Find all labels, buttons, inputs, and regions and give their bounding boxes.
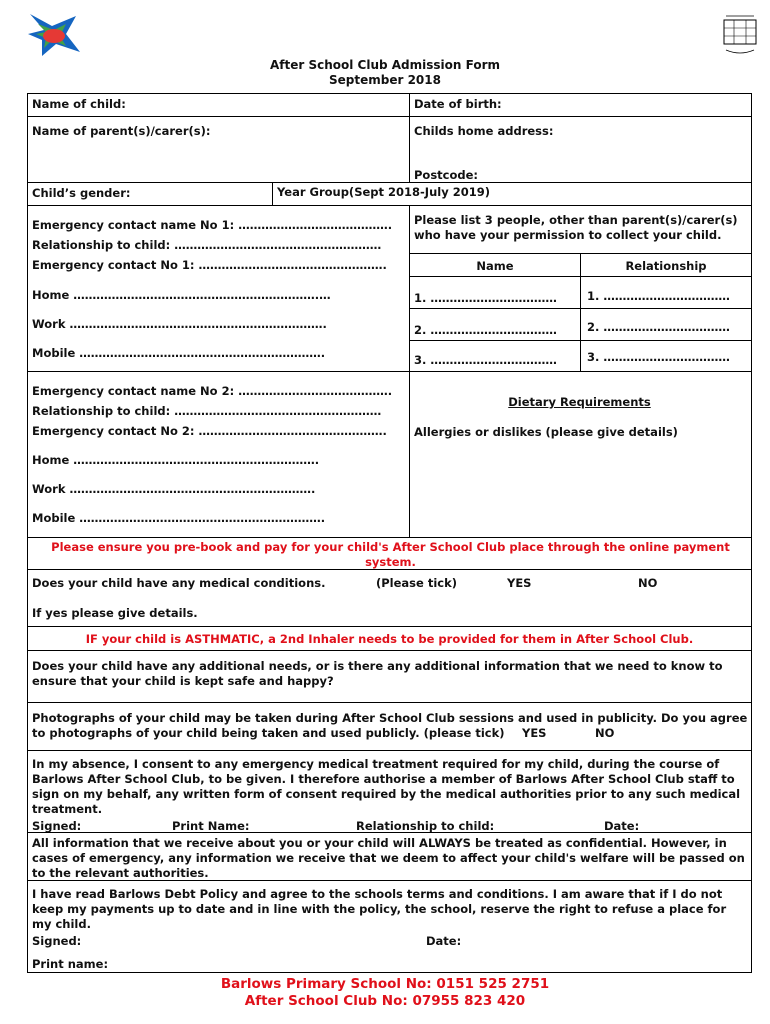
debt-date-label[interactable]: Date: bbox=[426, 934, 462, 948]
debt-print-name-label[interactable]: Print name: bbox=[32, 957, 109, 971]
medical-conditions-section bbox=[27, 569, 752, 627]
debt-signed-label[interactable]: Signed: bbox=[32, 934, 82, 948]
emergency-contact-1-name: Emergency contact name No 1: …………………………………. bbox=[32, 218, 393, 232]
emergency-contact-2-section bbox=[27, 371, 410, 538]
asthma-notice bbox=[27, 626, 752, 651]
collector-1-relationship: 1. …………………………… bbox=[587, 289, 730, 303]
medical-no-option[interactable]: NO bbox=[638, 576, 658, 590]
medical-consent-text: In my absence, I consent to any emergency medical treatment required for my child, during the course of Barlows After School Club, to be given. I therefore authorise a member of Barlows After School Club staff to sign on my behalf, any written form of consent required by the medical authorities prior to any such medical treatment. bbox=[32, 757, 741, 816]
collectors-col-name-label: Name bbox=[476, 259, 514, 273]
child-gender-label: Child’s gender: bbox=[32, 186, 131, 200]
dietary-requirements-section[interactable] bbox=[409, 371, 752, 538]
emergency-contact-2-name: Emergency contact name No 2: …………………………………. bbox=[32, 384, 393, 398]
collectors-intro bbox=[409, 205, 752, 254]
prebook-notice-text: Please ensure you pre-book and pay for your child's After School Club place through the online payment system. bbox=[51, 540, 730, 569]
collector-3-name: 3. …………………………… bbox=[414, 353, 557, 367]
medical-tick-label: (Please tick) bbox=[376, 576, 457, 590]
name-of-child-field[interactable] bbox=[27, 93, 410, 117]
confidentiality-text: All information that we receive about you or your child will ALWAYS be treated as confidential. However, in cases of emergency, any information we receive that we deem to affect your child's welfare will be passed on to the relevant authorities. bbox=[32, 836, 745, 880]
collector-1-name: 1. …………………………… bbox=[414, 291, 557, 305]
emergency-contact-1-work: Work …………………………………………………………. bbox=[32, 317, 327, 331]
photographs-no-option[interactable]: NO bbox=[595, 726, 615, 740]
emergency-contact-2-relationship: Relationship to child: ……………………………………………… bbox=[32, 404, 382, 418]
postcode-label: Postcode: bbox=[414, 168, 479, 182]
collectors-intro-text: Please list 3 people, other than parent(s)/carer(s) who have your permission to collect your child. bbox=[414, 213, 738, 242]
emergency-contact-2-home: Home ………………………………………………………. bbox=[32, 453, 320, 467]
medical-conditions-question: Does your child have any medical conditions. bbox=[32, 576, 326, 590]
parents-name-field[interactable] bbox=[27, 116, 410, 183]
asthma-notice-text: IF your child is ASTHMATIC, a 2nd Inhaler needs to be provided for them in After School Club. bbox=[85, 632, 694, 646]
medical-details-label: If yes please give details. bbox=[32, 606, 198, 620]
child-gender-field[interactable] bbox=[27, 182, 273, 206]
emergency-contact-2-mobile: Mobile ………………………………………………………. bbox=[32, 511, 326, 525]
emergency-contact-1-home: Home ……………………………………………………….… bbox=[32, 288, 331, 302]
club-phone: After School Club No: 07955 823 420 bbox=[244, 993, 526, 1009]
date-of-birth-label: Date of birth: bbox=[414, 97, 502, 111]
collectors-col-relationship bbox=[580, 253, 752, 277]
additional-needs-text: Does your child have any additional needs, or is there any additional information that we need to know to ensure that your child is kept safe and happy? bbox=[32, 659, 723, 688]
photographs-text: Photographs of your child may be taken during After School Club sessions and used in publicity. Do you agree to photographs of your child being taken and used publicly. (please tick) bbox=[32, 711, 748, 740]
prebook-notice bbox=[27, 537, 752, 570]
form-title bbox=[0, 58, 770, 88]
collector-1-relationship-field[interactable] bbox=[580, 276, 752, 309]
debt-policy-text: I have read Barlows Debt Policy and agree to the schools terms and conditions. I am aware that if I do not keep my payments up to date and in line with the policy, the school, reserve the right to refuse a place for my child. bbox=[32, 887, 727, 931]
collector-3-relationship: 3. …………………………… bbox=[587, 350, 730, 364]
collector-3-relationship-field[interactable] bbox=[580, 340, 752, 372]
photographs-consent-section bbox=[27, 702, 752, 751]
photographs-yes-option[interactable]: YES bbox=[522, 726, 547, 740]
school-club-star-logo bbox=[26, 12, 82, 58]
consent-relationship-label[interactable]: Relationship to child: bbox=[356, 819, 495, 833]
collector-3-name-field[interactable] bbox=[409, 340, 581, 372]
admission-form bbox=[27, 93, 752, 973]
name-of-child-label: Name of child: bbox=[32, 97, 126, 111]
collectors-col-relationship-label: Relationship bbox=[625, 259, 707, 273]
medical-consent-section bbox=[27, 750, 752, 833]
form-title-line1: After School Club Admission Form bbox=[269, 58, 501, 72]
consent-date-label[interactable]: Date: bbox=[604, 819, 640, 833]
collectors-col-name bbox=[409, 253, 581, 277]
collector-1-name-field[interactable] bbox=[409, 276, 581, 309]
collector-2-name: 2. …………………………… bbox=[414, 323, 557, 337]
emergency-contact-2-number: Emergency contact No 2: …………………………………………. bbox=[32, 424, 387, 438]
home-address-label: Childs home address: bbox=[414, 124, 554, 138]
emergency-contact-1-number: Emergency contact No 1: …………………………………………. bbox=[32, 258, 387, 272]
consent-print-name-label[interactable]: Print Name: bbox=[172, 819, 250, 833]
emergency-contact-1-section bbox=[27, 205, 410, 372]
collector-2-relationship-field[interactable] bbox=[580, 308, 752, 341]
dietary-heading: Dietary Requirements bbox=[508, 395, 651, 409]
consent-signed-label[interactable]: Signed: bbox=[32, 819, 82, 833]
form-title-line2: September 2018 bbox=[329, 73, 441, 87]
year-group-label: Year Group(Sept 2018-July 2019) bbox=[277, 185, 490, 199]
school-crest-logo bbox=[720, 12, 760, 58]
emergency-contact-1-mobile: Mobile ………………………………………………………. bbox=[32, 346, 326, 360]
emergency-contact-1-relationship: Relationship to child: ……………………………………………… bbox=[32, 238, 382, 252]
confidentiality-statement bbox=[27, 832, 752, 881]
parents-name-label: Name of parent(s)/carer(s): bbox=[32, 124, 211, 138]
collector-2-relationship: 2. …………………………… bbox=[587, 320, 730, 334]
home-address-field[interactable] bbox=[409, 116, 752, 183]
year-group-field[interactable] bbox=[272, 182, 752, 206]
additional-needs-field[interactable] bbox=[27, 650, 752, 703]
collector-2-name-field[interactable] bbox=[409, 308, 581, 341]
school-phone: Barlows Primary School No: 0151 525 2751 bbox=[220, 976, 550, 992]
date-of-birth-field[interactable] bbox=[409, 93, 752, 117]
contact-footer bbox=[0, 976, 770, 1010]
emergency-contact-2-work: Work ………………………………………………………. bbox=[32, 482, 316, 496]
allergies-label: Allergies or dislikes (please give details) bbox=[414, 425, 678, 439]
medical-yes-option[interactable]: YES bbox=[507, 576, 532, 590]
debt-policy-section bbox=[27, 880, 752, 973]
